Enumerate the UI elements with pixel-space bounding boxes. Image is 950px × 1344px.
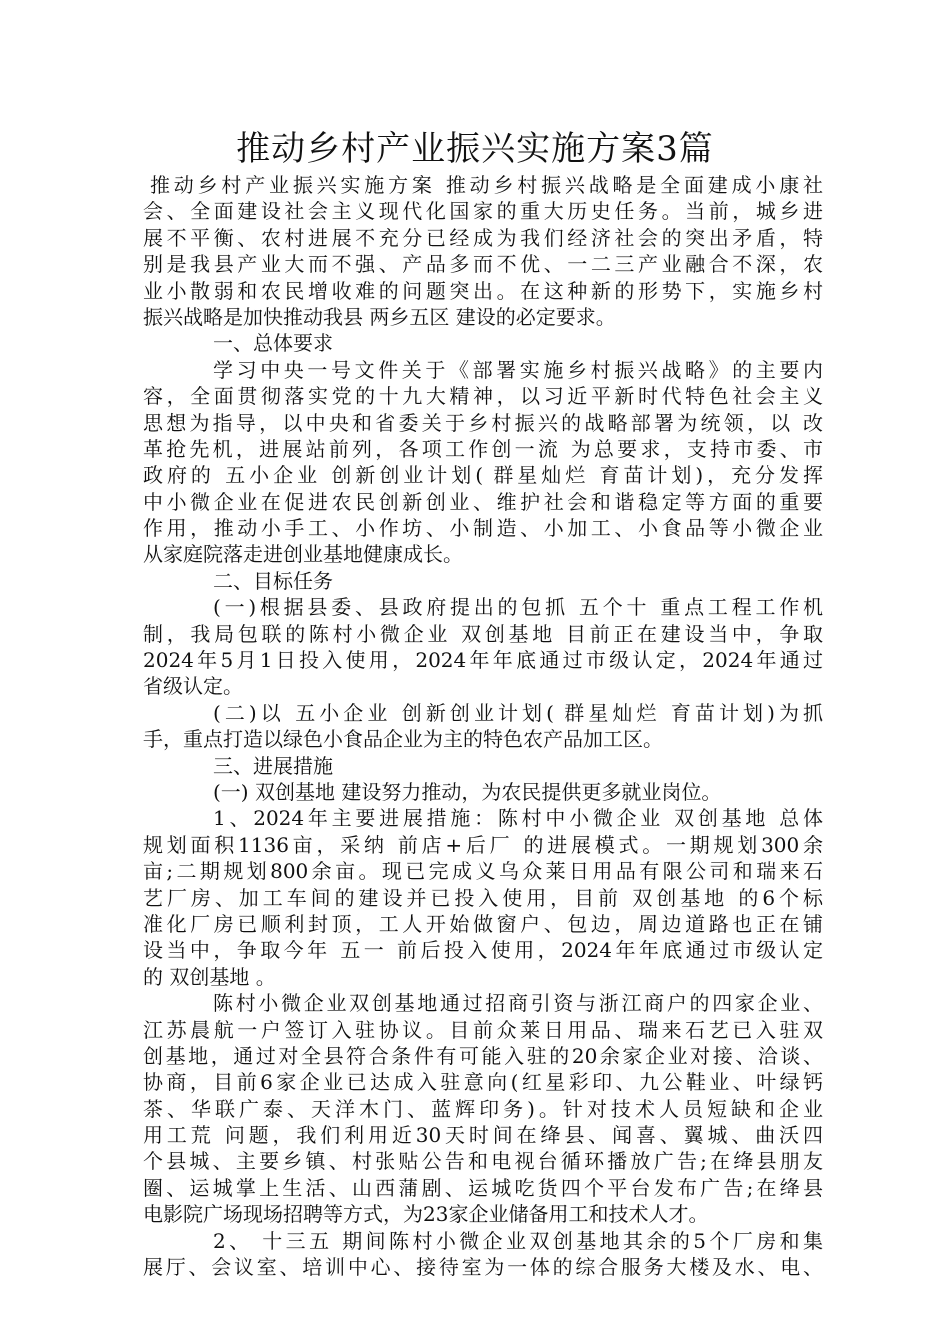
paragraph-line: 政府的 五小企业 创新创业计划( 群星灿烂 育苗计划)，充分发挥	[143, 463, 823, 488]
paragraph-line: 从家庭院落走进创业基地健康成长。	[143, 542, 463, 567]
paragraph-line: 规划面积1136亩，采纳 前店+后厂 的进展模式。一期规划300余	[143, 832, 823, 857]
paragraph-line: 圈、运城掌上生活、山西蒲剧、运城吃货四个平台发布广告;在绛县	[143, 1175, 823, 1200]
paragraph-line: 革抢先机，进展站前列，各项工作创一流 为总要求，支持市委、市	[143, 436, 823, 461]
paragraph-line: 1、2024年主要进展措施：陈村中小微企业 双创基地 总体	[213, 806, 823, 831]
paragraph-line: (一)根据县委、县政府提出的包抓 五个十 重点工程工作机	[213, 595, 823, 620]
paragraph-line: 省级认定。	[143, 674, 243, 699]
paragraph-line: 亩;二期规划800余亩。现已完成义乌众莱日用品有限公司和瑞来石	[143, 859, 823, 884]
document-body	[143, 172, 823, 1280]
paragraph-line: 学习中央一号文件关于《部署实施乡村振兴战略》的主要内	[213, 357, 823, 382]
section-heading: 二、目标任务	[213, 568, 333, 593]
paragraph-line: 江苏晨航一户签订入驻协议。目前众莱日用品、瑞来石艺已入驻双	[143, 1017, 823, 1042]
paragraph-line: 振兴战略是加快推动我县 两乡五区 建设的必定要求。	[143, 304, 616, 329]
paragraph-line: 电影院广场现场招聘等方式，为23家企业储备用工和技术人才。	[143, 1202, 709, 1227]
paragraph-line: 展厅、会议室、培训中心、接待室为一体的综合服务大楼及水、电、	[143, 1255, 823, 1280]
paragraph-line: 会、全面建设社会主义现代化国家的重大历史任务。当前，城乡进	[143, 199, 823, 224]
paragraph-line: 制，我局包联的陈村小微企业 双创基地 目前正在建设当中，争取	[143, 621, 823, 646]
paragraph-line: 协商，目前6家企业已达成入驻意向(红星彩印、九公鞋业、叶绿钙	[143, 1070, 823, 1095]
paragraph-line: 中小微企业在促进农民创新创业、维护社会和谐稳定等方面的重要	[143, 489, 823, 514]
document-title: 推动乡村产业振兴实施方案3篇	[236, 129, 714, 169]
paragraph-line: 展不平衡、农村进展不充分已经成为我们经济社会的突出矛盾，特	[143, 225, 823, 250]
paragraph-line: 作用，推动小手工、小作坊、小制造、小加工、小食品等小微企业	[143, 516, 823, 541]
paragraph-line: 的 双创基地 。	[143, 964, 276, 989]
paragraph-line: 2024年5月1日投入使用，2024年年底通过市级认定，2024年通过	[143, 648, 823, 673]
paragraph-line: 艺厂房、加工车间的建设并已投入使用，目前 双创基地 的6个标	[143, 885, 823, 910]
paragraph-line: 别是我县产业大而不强、产品多而不优、一二三产业融合不深，农	[143, 252, 823, 277]
paragraph-line: 推动乡村产业振兴实施方案 推动乡村振兴战略是全面建成小康社	[150, 173, 823, 197]
paragraph-line: (一) 双创基地 建设努力推动，为农民提供更多就业岗位。	[213, 779, 722, 804]
paragraph-line: 茶、华联广泰、天洋木门、蓝辉印务)。针对技术人员短缺和企业	[143, 1096, 823, 1121]
paragraph-line: 2、 十三五 期间陈村小微企业双创基地其余的5个厂房和集	[213, 1228, 823, 1253]
section-heading: 三、进展措施	[213, 753, 333, 778]
paragraph-line: (二)以 五小企业 创新创业计划( 群星灿烂 育苗计划)为抓	[213, 700, 823, 725]
paragraph-line: 设当中，争取今年 五一 前后投入使用，2024年年底通过市级认定	[143, 938, 823, 963]
paragraph-line: 容，全面贯彻落实党的十九大精神，以习近平新时代特色社会主义	[143, 384, 823, 409]
paragraph-line: 个县城、主要乡镇、村张贴公告和电视台循环播放广告;在绛县朋友	[143, 1149, 823, 1174]
paragraph-line: 手，重点打造以绿色小食品企业为主的特色农产品加工区。	[143, 727, 663, 752]
paragraph-line: 陈村小微企业双创基地通过招商引资与浙江商户的四家企业、	[213, 991, 823, 1016]
paragraph-line: 业小散弱和农民增收难的问题突出。在这种新的形势下，实施乡村	[143, 278, 823, 303]
paragraph-line: 用工荒 问题，我们利用近30天时间在绛县、闻喜、翼城、曲沃四	[143, 1123, 823, 1148]
section-heading: 一、总体要求	[213, 331, 333, 356]
paragraph-line: 准化厂房已顺利封顶，工人开始做窗户、包边，周边道路也正在铺	[143, 911, 823, 936]
paragraph-line: 创基地，通过对全县符合条件有可能入驻的20余家企业对接、洽谈、	[143, 1043, 823, 1068]
paragraph-line: 思想为指导，以中央和省委关于乡村振兴的战略部署为统领，以 改	[143, 410, 823, 435]
